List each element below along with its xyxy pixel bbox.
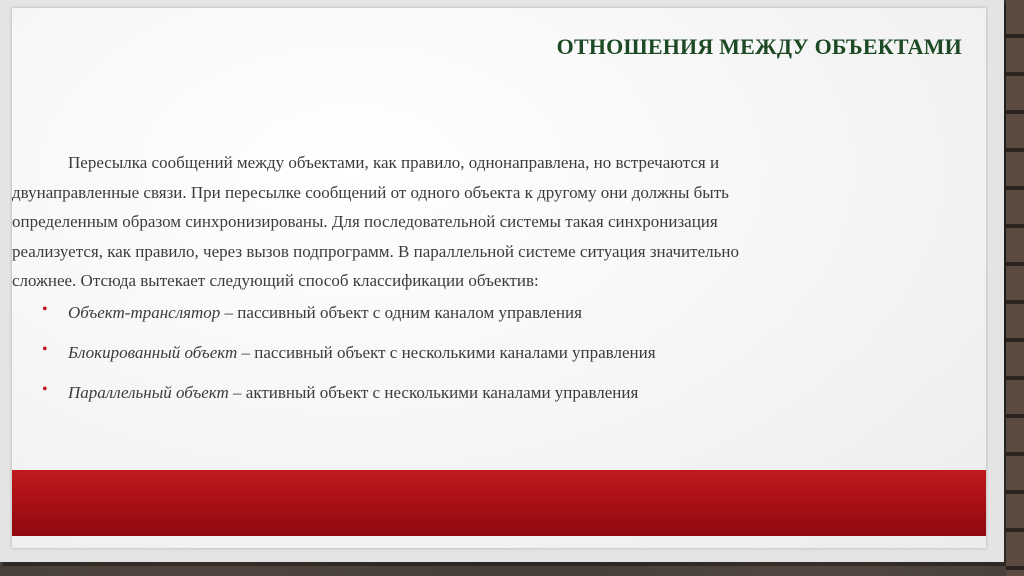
paragraph-line: сложнее. Отсюда вытекает следующий способ классификации объектив: <box>12 271 539 290</box>
list-item <box>34 382 934 422</box>
slide-content <box>12 8 986 548</box>
body-paragraph <box>12 148 948 296</box>
paragraph-line: определенным образом синхронизированы. Для последовательной системы такая синхронизация <box>12 212 718 231</box>
bullet-icon: • <box>42 381 48 398</box>
bullet-term: Блокированный объект <box>68 343 238 362</box>
slide-title: ОТНОШЕНИЯ МЕЖДУ ОБЪЕКТАМИ <box>556 34 962 59</box>
classification-list <box>34 302 934 422</box>
paragraph-line: двунаправленные связи. При пересылке сообщений от одного объекта к другому они должны быть <box>12 182 729 202</box>
background-brick-wall <box>1006 0 1024 576</box>
decorative-red-band <box>12 470 986 536</box>
list-item <box>34 302 934 342</box>
paragraph-line: реализуется, как правило, через вызов подпрограмм. В параллельной системе ситуация значительно <box>12 241 739 261</box>
bullet-description: – пассивный объект с несколькими каналами управления <box>237 343 656 362</box>
bullet-term: Объект-транслятор <box>68 303 221 322</box>
bullet-description: – активный объект с несколькими каналами управления <box>228 383 639 402</box>
bullet-description: – пассивный объект с одним каналом управления <box>220 303 582 322</box>
bullet-icon: • <box>42 341 48 358</box>
paragraph-line: Пересылка сообщений между объектами, как правило, однонаправлена, но встречаются и <box>68 153 720 172</box>
bullet-term: Параллельный объект <box>68 383 229 402</box>
list-item <box>34 342 934 382</box>
bullet-icon: • <box>42 301 48 318</box>
